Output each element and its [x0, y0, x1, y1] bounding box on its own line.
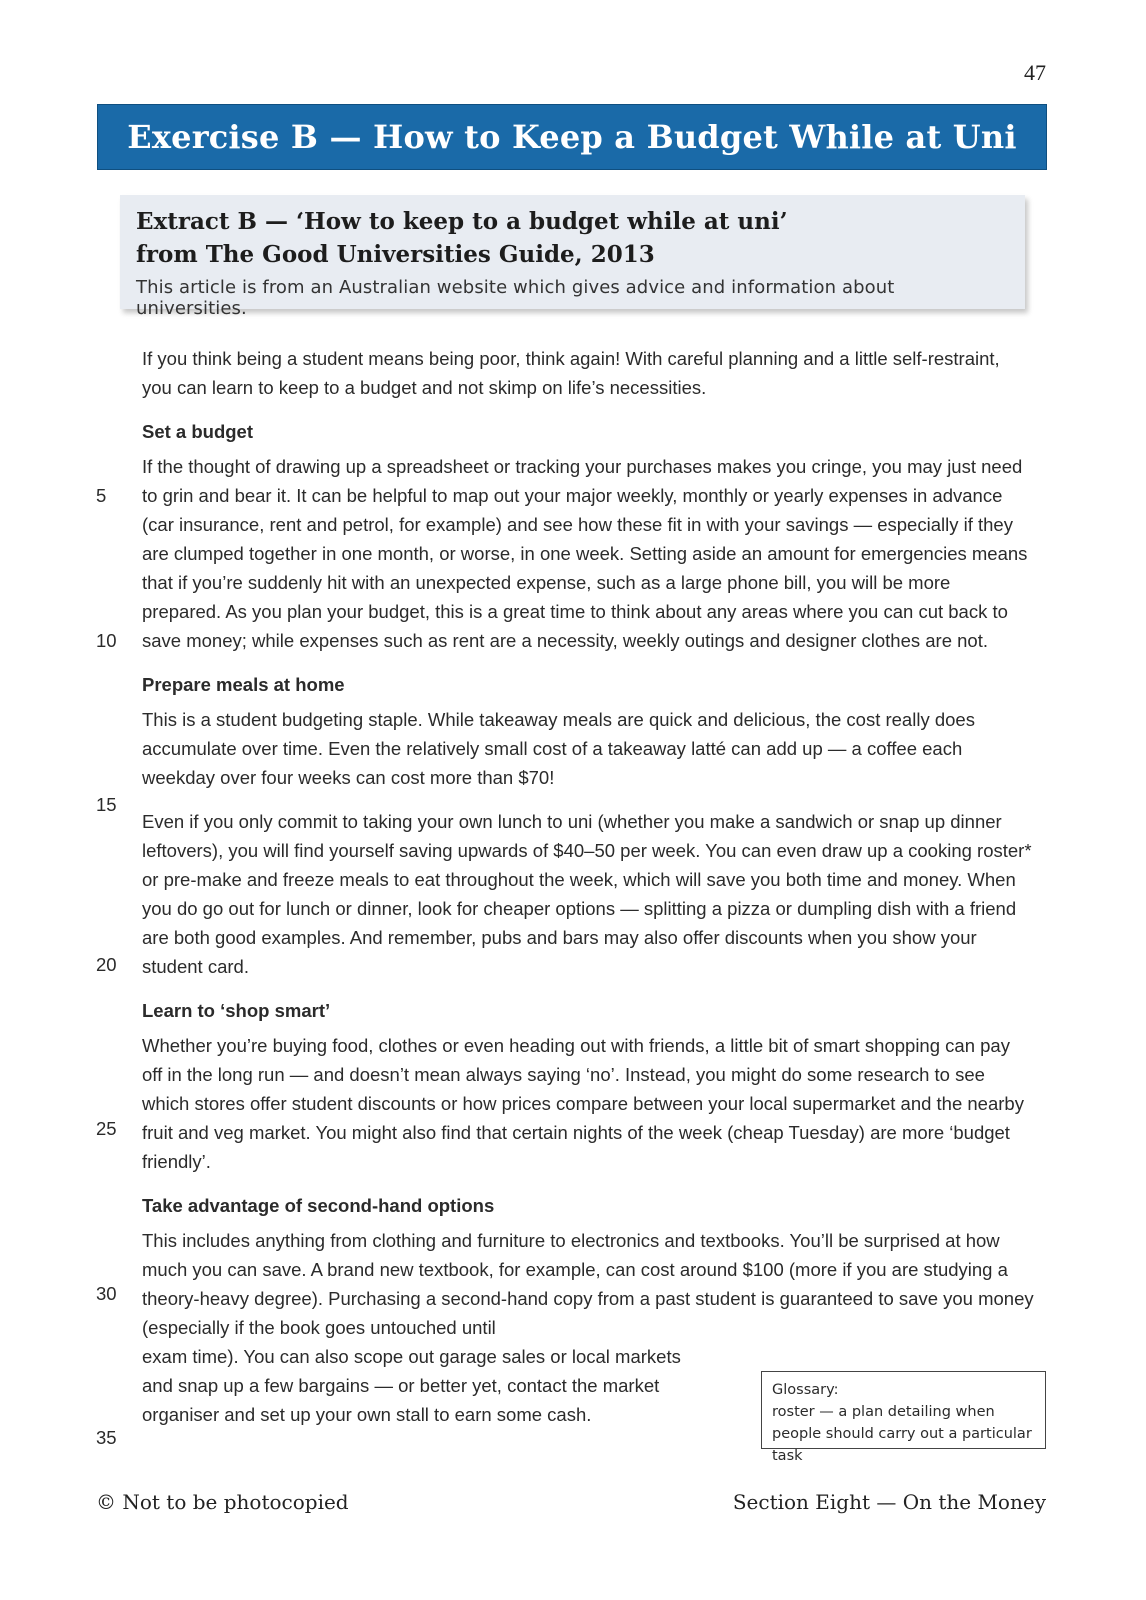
intro-paragraph: If you think being a student means being poor, think again! With careful planning and a little self-restraint, you can learn to keep to a budget and not skimp on life’s necessities.: [142, 348, 1000, 398]
line-number-20: 20: [96, 954, 117, 975]
line-number-35: 35: [96, 1427, 117, 1448]
extract-title-line-1: Extract B — ‘How to keep to a budget while at uni’: [136, 208, 788, 235]
paragraph-prepare-meals-2: Even if you only commit to taking your own lunch to uni (whether you make a sandwich or snap up dinner leftovers), you will find yourself saving upwards of $40–50 per week. You can even draw up a cooking roster* or pre-make and freeze meals to eat throughout the week, which will save you both time and money. When you do go out for lunch or dinner, look for cheaper options — splitting a pizza or dumpling dish with a friend are both good examples. And remember, pubs and bars may also offer discounts when you show your student card.: [142, 811, 1032, 977]
extract-description: This article is from an Australian website which gives advice and information about universities.: [136, 277, 895, 319]
line-number-10: 10: [96, 630, 117, 651]
footer-copyright: © Not to be photocopied: [96, 1490, 349, 1514]
paragraph-prepare-meals-1: This is a student budgeting staple. While takeaway meals are quick and delicious, the cost really does accumulate over time. Even the relatively small cost of a takeaway latté can add up — a coffee each weekday over four weeks can cost more than $70!: [142, 709, 975, 788]
paragraph-second-hand-2: exam time). You can also scope out garage sales or local markets and snap up a few bargains — or better yet, contact the market organiser and set up your own stall to earn some cash.: [142, 1346, 681, 1425]
line-number-15: 15: [96, 794, 117, 815]
article-body: [142, 344, 1034, 1444]
exercise-title-banner: [97, 104, 1047, 170]
extract-info-box: [120, 195, 1025, 319]
glossary-entry: roster — a plan detailing when people should carry out a particular task: [772, 1404, 1032, 1464]
section-heading-second-hand: Take advantage of second-hand options: [142, 1195, 495, 1216]
line-number-30: 30: [96, 1283, 117, 1304]
extract-title-line-2: from The Good Universities Guide, 2013: [136, 241, 655, 268]
section-heading-shop-smart: Learn to ‘shop smart’: [142, 1000, 331, 1021]
line-number-25: 25: [96, 1118, 117, 1139]
paragraph-second-hand-1: This includes anything from clothing and furniture to electronics and textbooks. You’ll be surprised at how much you can save. A brand new textbook, for example, can cost around $100 (more if you are studying a theory-heavy degree). Purchasing a second-hand copy from a past student is guaranteed to save you money (especially if the book goes untouched until: [142, 1230, 1034, 1338]
paragraph-shop-smart: Whether you’re buying food, clothes or even heading out with friends, a little bit of smart shopping can pay off in the long run — and doesn’t mean always saying ‘no’. Instead, you might do some research to see which stores offer student discounts or how prices compare between your local supermarket and the nearby fruit and veg market. You might also find that certain nights of the week (cheap Tuesday) are more ‘budget friendly’.: [142, 1035, 1024, 1172]
exercise-title: Exercise B — How to Keep a Budget While at Uni: [127, 118, 1017, 156]
glossary-box: [761, 1371, 1046, 1464]
page-number: 47: [1024, 60, 1046, 85]
glossary-label: Glossary:: [772, 1382, 839, 1398]
paragraph-set-budget: If the thought of drawing up a spreadsheet or tracking your purchases makes you cringe, you may just need to grin and bear it. It can be helpful to map out your major weekly, monthly or yearly expenses in advance (car insurance, rent and petrol, for example) and see how these fit in with your savings — especially if they are clumped together in one month, or worse, in one week. Setting aside an amount for emergencies means that if you’re suddenly hit with an unexpected expense, such as a large phone bill, you will be more prepared. As you plan your budget, this is a great time to think about any areas where you can cut back to save money; while expenses such as rent are a necessity, weekly outings and designer clothes are not.: [142, 456, 1028, 651]
footer-section-title: Section Eight — On the Money: [732, 1490, 1046, 1514]
section-heading-prepare-meals: Prepare meals at home: [142, 674, 345, 695]
section-heading-set-budget: Set a budget: [142, 421, 254, 442]
line-number-5: 5: [96, 485, 107, 506]
